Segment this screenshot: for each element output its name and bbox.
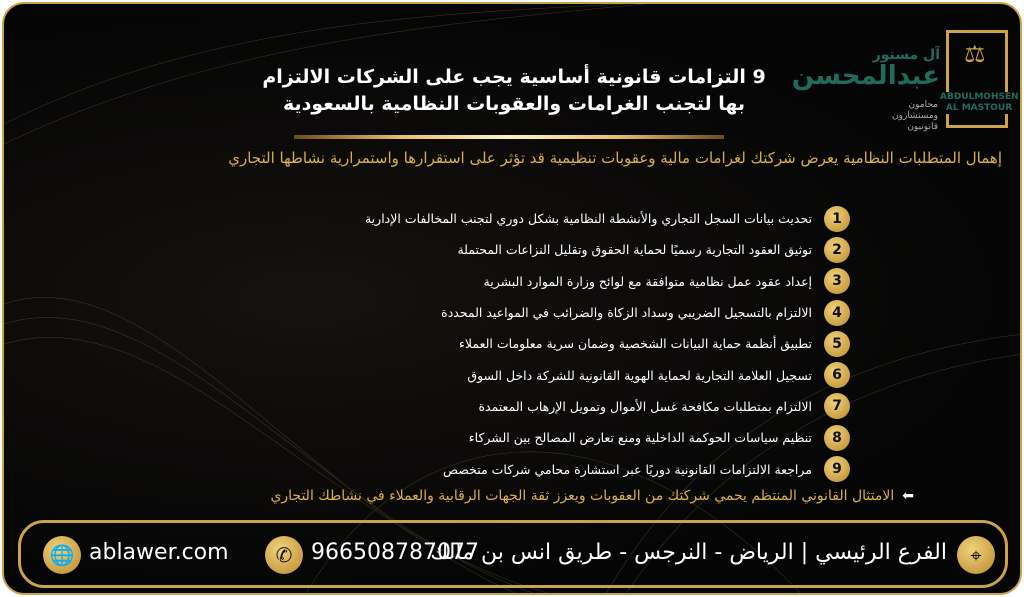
scale-icon: ⚖ xyxy=(964,40,986,68)
list-item xyxy=(304,266,850,297)
item-number-badge: 1 xyxy=(824,206,850,232)
closing-note-text: الامتثال القانوني المنتظم يحمي شركتك من العقوبات ويعزز ثقة الجهات الرقابية والعملاء في نشاطك التجاري xyxy=(270,488,895,504)
address-text: الفرع الرئيسي | الرياض - النرجس - طريق انس بن مالك xyxy=(430,540,947,565)
item-number-badge: 8 xyxy=(824,425,850,451)
website-link[interactable]: ablawer.com xyxy=(89,540,229,565)
item-number-badge: 5 xyxy=(824,331,850,357)
item-text: تطبيق أنظمة حماية البيانات الشخصية وضمان سرية معلومات العملاء xyxy=(459,336,812,352)
list-item xyxy=(304,453,850,484)
item-number-badge: 7 xyxy=(824,393,850,419)
title-line-1: 9 التزامات قانونية أساسية يجب على الشركات الالتزام xyxy=(262,66,766,88)
item-number-badge: 9 xyxy=(824,456,850,482)
list-item xyxy=(304,422,850,453)
item-text: تحديث بيانات السجل التجاري والأنشطة النظامية بشكل دوري لتجنب المخالفات الإدارية xyxy=(364,211,812,227)
page-title xyxy=(244,64,784,118)
logo-ar-top: آل مستور xyxy=(872,47,940,63)
obligations-list xyxy=(304,203,850,485)
arrow-left-icon: ⬅ xyxy=(902,488,914,504)
list-item xyxy=(304,234,850,265)
logo-en-line2: AL MASTOUR xyxy=(945,103,1013,113)
item-text: تنظيم سياسات الحوكمة الداخلية ومنع تعارض المصالح بين الشركاء xyxy=(468,430,812,446)
globe-icon: 🌐 xyxy=(43,536,81,574)
logo-arabic xyxy=(792,48,940,90)
title-line-2: بها لتجنب الغرامات والعقوبات النظامية بالسعودية xyxy=(282,93,746,115)
logo xyxy=(791,30,1019,140)
infographic xyxy=(2,2,1022,595)
list-item xyxy=(304,297,850,328)
closing-note xyxy=(124,488,914,504)
logo-ar-main: عبدالمحسن xyxy=(791,61,940,91)
list-item xyxy=(304,328,850,359)
item-number-badge: 2 xyxy=(824,237,850,263)
item-number-badge: 6 xyxy=(824,362,850,388)
item-number-badge: 4 xyxy=(824,300,850,326)
item-text: مراجعة الالتزامات القانونية دوريًا عبر استشارة محامي شركات متخصص xyxy=(442,461,812,477)
item-text: إعداد عقود عمل نظامية متوافقة مع لوائح وزارة الموارد البشرية xyxy=(483,273,812,289)
item-text: الالتزام بالتسجيل الضريبي وسداد الزكاة والضرائب في المواعيد المحددة xyxy=(441,305,812,321)
location-pin-icon: ⌖ xyxy=(957,536,995,574)
contact-footer xyxy=(18,520,1008,588)
item-number-badge: 3 xyxy=(824,268,850,294)
list-item xyxy=(304,203,850,234)
phone-icon: ✆ xyxy=(265,536,303,574)
logo-tagline: محامون ومستشارون قانونيون xyxy=(892,100,938,132)
item-text: تسجيل العلامة التجارية لحماية الهوية القانونية للشركة داخل السوق xyxy=(467,367,812,383)
gold-divider xyxy=(294,135,724,139)
logo-en-line1: ABDULMOHSEN xyxy=(940,92,1019,102)
item-text: توثيق العقود التجارية رسميًا لحماية الحقوق وتقليل النزاعات المحتملة xyxy=(457,242,812,258)
logo-english xyxy=(940,92,1018,114)
phone-number[interactable]: 966508787077 xyxy=(311,540,479,565)
list-item xyxy=(304,391,850,422)
list-item xyxy=(304,359,850,390)
item-text: الالتزام بمتطلبات مكافحة غسل الأموال وتمويل الإرهاب المعتمدة xyxy=(478,398,812,414)
intro-text: إهمال المتطلبات النظامية يعرض شركتك لغرامات مالية وعقوبات تنظيمية قد تؤثر على استقرارها واستمرارية نشاطها التجاري xyxy=(228,149,1002,167)
